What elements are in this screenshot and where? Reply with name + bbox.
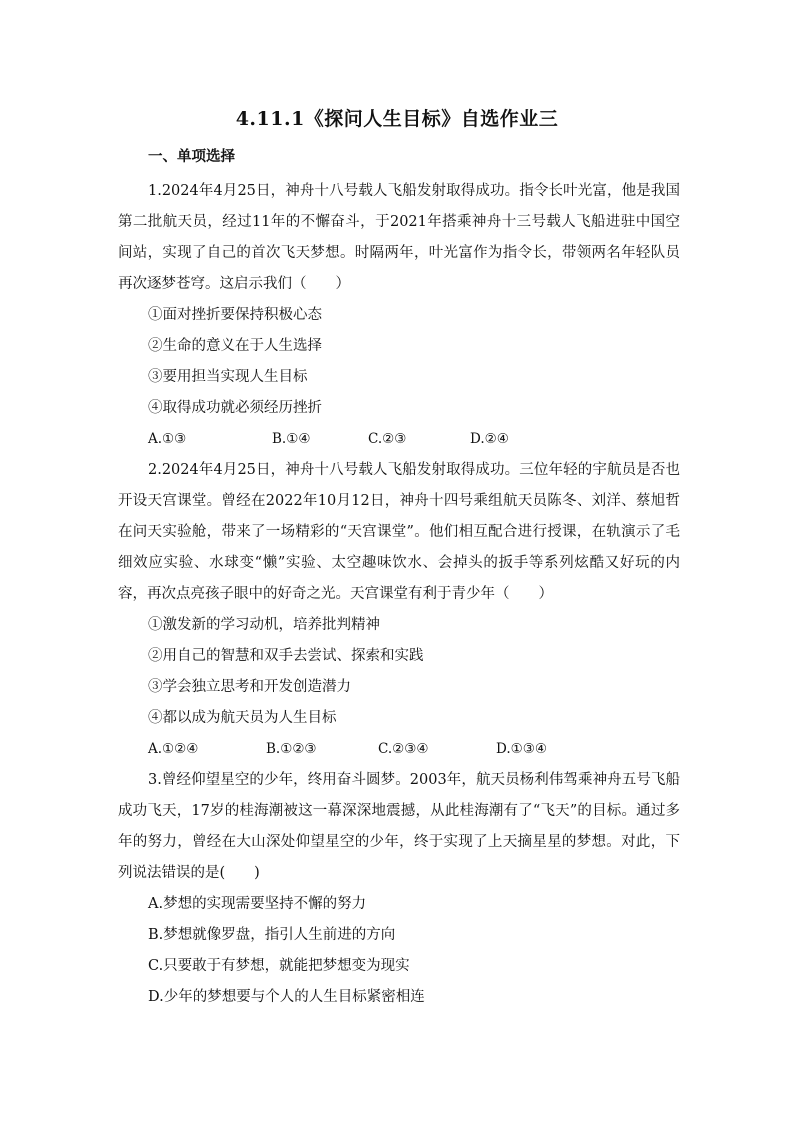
question-3 bbox=[118, 765, 680, 1013]
answer-choice-a: A.①③ bbox=[148, 431, 187, 447]
answer-choice-c: C.只要敢于有梦想，就能把梦想变为现实 bbox=[148, 958, 410, 974]
answer-choice-b: B.梦想就像罗盘，指引人生前进的方向 bbox=[148, 927, 396, 943]
question-2 bbox=[118, 455, 680, 765]
statement-option: ③学会独立思考和开发创造潜力 bbox=[148, 679, 351, 695]
question-stem: 3.曾经仰望星空的少年，终用奋斗圆梦。2003年，航天员杨利伟驾乘神舟五号飞船成功飞天，17岁的桂海潮被这一幕深深地震撼，从此桂海潮有了“飞天”的目标。通过多年的努力，曾经在大山深处仰望星空的少年，终于实现了上天摘星星的梦想。对此，下列说法错误的是( ) bbox=[118, 772, 680, 881]
statement-option: ①面对挫折要保持积极心态 bbox=[148, 307, 322, 323]
statement-option: ④都以成为航天员为人生目标 bbox=[148, 710, 337, 726]
statement-option: ②用自己的智慧和双手去尝试、探索和实践 bbox=[148, 648, 424, 664]
statement-option: ②生命的意义在于人生选择 bbox=[148, 338, 322, 354]
answer-choice-b: B.①④ bbox=[272, 431, 311, 447]
answer-choice-a: A.梦想的实现需要坚持不懈的努力 bbox=[148, 896, 367, 912]
statement-option: ③要用担当实现人生目标 bbox=[148, 369, 308, 385]
answer-choice-d: D.②④ bbox=[470, 431, 509, 447]
answer-choice-c: C.②③ bbox=[368, 431, 407, 447]
answer-choice-d: D.①③④ bbox=[496, 741, 547, 757]
page-title: 4.11.1《探问人生目标》自选作业三 bbox=[235, 108, 559, 130]
question-stem: 2.2024年4月25日，神舟十八号载人飞船发射取得成功。三位年轻的宇航员是否也开设天宫课堂。曾经在2022年10月12日，神舟十四号乘组航天员陈冬、刘洋、蔡旭哲在问天实验舱，带来了一场精彩的“天宫课堂”。他们相互配合进行授课，在轨演示了毛细效应实验、水球变“懒”实验、太空趣味饮水、会掉头的扳手等系列炫酷又好玩的内容，再次点亮孩子眼中的好奇之光。天宫课堂有利于青少年（ ） bbox=[118, 462, 680, 602]
answer-choice-c: C.②③④ bbox=[378, 741, 429, 757]
question-list bbox=[118, 176, 680, 1013]
answer-choice-d: D.少年的梦想要与个人的人生目标紧密相连 bbox=[148, 989, 425, 1005]
statement-option: ④取得成功就必须经历挫折 bbox=[148, 400, 322, 416]
question-1 bbox=[118, 176, 680, 455]
answer-choices bbox=[118, 424, 680, 455]
answer-choice-a: A.①②④ bbox=[148, 741, 199, 757]
section-heading: 一、单项选择 bbox=[148, 148, 235, 165]
statement-option: ①激发新的学习动机，培养批判精神 bbox=[148, 617, 380, 633]
answer-choices bbox=[118, 734, 680, 765]
answer-choice-b: B.①②③ bbox=[266, 741, 317, 757]
question-stem: 1.2024年4月25日，神舟十八号载人飞船发射取得成功。指令长叶光富，他是我国第二批航天员，经过11年的不懈奋斗，于2021年搭乘神舟十三号载人飞船进驻中国空间站，实现了自己的首次飞天梦想。时隔两年，叶光富作为指令长，带领两名年轻队员再次逐梦苍穹。这启示我们（ ） bbox=[118, 183, 680, 292]
